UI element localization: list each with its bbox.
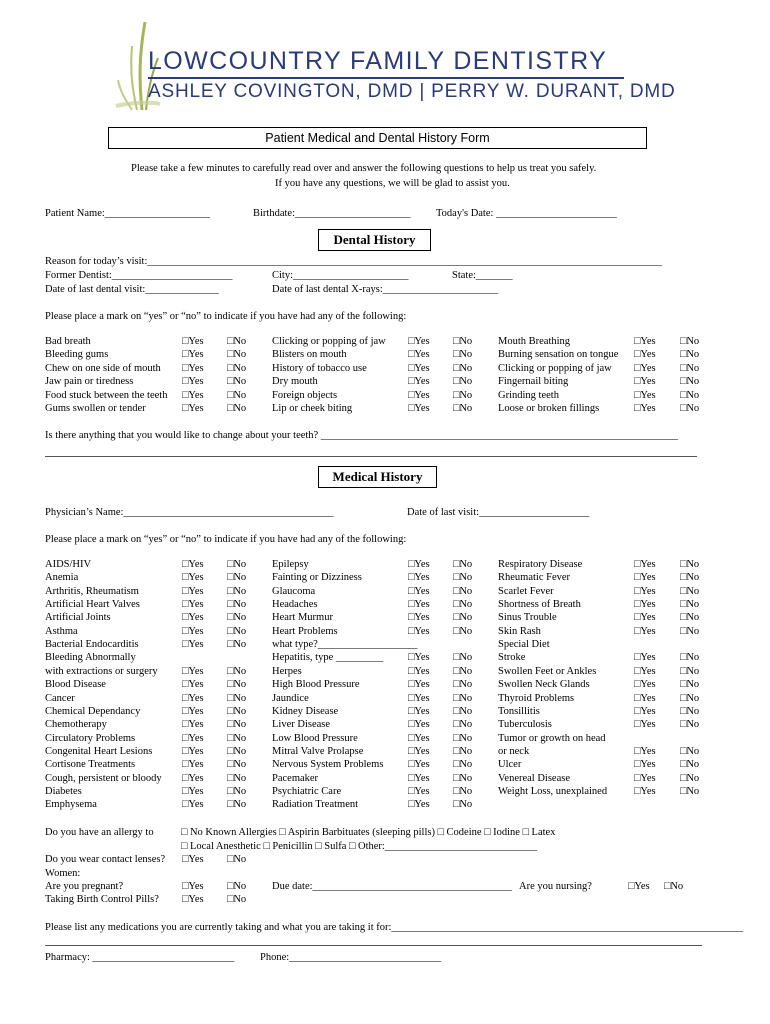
medical-no-checkbox[interactable]: □No [453,799,473,811]
medical-item-label: Diabetes [45,785,82,797]
medical-item-label: Cancer [45,692,75,704]
logo-divider [148,77,624,79]
medical-item-label: Circulatory Problems [45,732,136,744]
dental-item-label: Blisters on mouth [272,349,347,361]
dental-yes-checkbox[interactable]: □Yes [182,362,204,374]
medical-item-label: Sinus Trouble [498,612,557,624]
nursing-question: Are you nursing? [519,881,592,892]
medical-no-checkbox[interactable]: □No [453,599,473,611]
medical-yes-checkbox[interactable]: □Yes [182,692,204,704]
medical-item-label: Artificial Heart Valves [45,599,140,611]
dental-no-checkbox[interactable]: □No [227,376,247,388]
medical-item-label: Cough, persistent or bloody [45,772,162,784]
phone-field[interactable]: Phone:_____________________________ [260,952,442,963]
medical-no-checkbox[interactable]: □No [227,745,247,757]
dental-item-label: Grinding teeth [498,389,559,401]
medical-yes-checkbox[interactable]: □Yes [182,759,204,771]
dental-item-label: Burning sensation on tongue [498,349,619,361]
medical-yes-checkbox[interactable]: □Yes [182,585,204,597]
medical-no-checkbox[interactable]: □No [680,692,700,704]
dental-item-label: Jaw pain or tiredness [45,376,134,388]
medical-yes-checkbox[interactable]: □Yes [634,705,656,717]
dental-item-label: Bad breath [45,336,91,347]
medical-yes-checkbox[interactable]: □Yes [182,665,204,677]
dental-item-label: History of tobacco use [272,362,367,374]
medical-yes-checkbox[interactable]: □Yes [408,652,430,664]
contacts-question: Do you wear contact lenses? [45,854,166,865]
contacts-yes[interactable]: □Yes [182,854,204,865]
medical-item-label: Scarlet Fever [498,585,554,597]
dental-no-checkbox[interactable]: □No [227,362,247,374]
medical-no-checkbox[interactable]: □No [227,625,247,637]
medical-no-checkbox[interactable]: □No [453,652,473,664]
dental-item-label: Food stuck between the teeth [45,389,168,401]
medical-item-label: Bleeding Abnormally [45,652,136,664]
medical-item-label: Tumor or growth on head [498,732,606,744]
medical-yes-checkbox[interactable]: □Yes [182,799,204,811]
dental-no-checkbox[interactable]: □No [453,362,473,374]
medical-yes-checkbox[interactable]: □Yes [408,585,430,597]
nursing-yes[interactable]: □Yes [628,881,650,892]
dental-item-label: Chew on one side of mouth [45,362,161,374]
medical-no-checkbox[interactable]: □No [227,719,247,731]
dental-no-checkbox[interactable]: □No [227,349,247,361]
dental-item-label: Loose or broken fillings [498,403,600,414]
medical-yes-checkbox[interactable]: □Yes [408,679,430,691]
medical-item-label: Mitral Valve Prolapse [272,745,364,757]
medical-yes-checkbox[interactable]: □Yes [408,705,430,717]
medical-no-checkbox[interactable]: □No [680,772,700,784]
medical-yes-checkbox[interactable]: □Yes [182,625,204,637]
medical-no-checkbox[interactable]: □No [680,785,700,797]
medical-no-checkbox[interactable]: □No [680,599,700,611]
medical-item-label: Fainting or Dizziness [272,572,362,584]
medical-no-checkbox[interactable]: □No [680,559,700,570]
medical-no-checkbox[interactable]: □No [227,705,247,717]
medical-no-checkbox[interactable]: □No [227,732,247,744]
medical-yes-checkbox[interactable]: □Yes [634,692,656,704]
dental-item-label: Bleeding gums [45,349,109,361]
medical-item-label: Heart Problems [272,625,338,637]
state-field[interactable]: State:_______ [452,270,513,281]
medical-item-label: Anemia [45,572,79,584]
medical-item-label: Shortness of Breath [498,599,581,611]
dental-item-label: Clicking or popping of jaw [498,362,612,374]
medical-item-label: what type?___________________ [272,639,418,651]
intro-line-1: Please take a few minutes to carefully read over and answer the following questions to help us treat you safely. [131,163,597,174]
medical-yes-checkbox[interactable]: □Yes [634,572,656,584]
medical-yes-checkbox[interactable]: □Yes [182,559,204,570]
dental-item-label: Clicking or popping of jaw [272,336,386,347]
form-title: Patient Medical and Dental History Form [108,127,647,149]
allergy-options-1[interactable]: □ No Known Allergies □ Aspirin Barbituates (sleeping pills) □ Codeine □ Iodine □ Latex [181,827,556,838]
medical-no-checkbox[interactable]: □No [227,772,247,784]
medical-item-label: Special Diet [498,639,550,651]
change-teeth-question[interactable]: Is there anything that you would like to change about your teeth? ____________________________________________________________________ [45,430,678,441]
doctor-names: ASHLEY COVINGTON, DMD | PERRY W. DURANT, DMD [148,81,676,102]
medical-yes-checkbox[interactable]: □Yes [634,652,656,664]
medical-no-checkbox[interactable]: □No [680,625,700,637]
medical-yes-checkbox[interactable]: □Yes [408,785,430,797]
medical-no-checkbox[interactable]: □No [453,745,473,757]
medical-no-checkbox[interactable]: □No [227,759,247,771]
change-teeth-answer-line[interactable] [45,456,697,457]
dental-no-checkbox[interactable]: □No [453,336,473,347]
pregnant-yes[interactable]: □Yes [182,881,204,892]
medical-yes-checkbox[interactable]: □Yes [182,612,204,624]
physician-name-field[interactable]: Physician’s Name:________________________________________ [45,507,334,518]
medical-yes-checkbox[interactable]: □Yes [634,665,656,677]
medical-no-checkbox[interactable]: □No [227,639,247,651]
medical-no-checkbox[interactable]: □No [453,732,473,744]
medical-item-label: Skin Rash [498,625,541,637]
medical-yes-checkbox[interactable]: □Yes [408,559,430,570]
dental-yes-checkbox[interactable]: □Yes [408,389,430,401]
medical-item-label: Rheumatic Fever [498,572,571,584]
medical-item-label: Arthritis, Rheumatism [45,585,139,597]
medical-item-label: Respiratory Disease [498,559,583,570]
medical-item-label: Glaucoma [272,585,316,597]
medical-item-label: Ulcer [498,759,522,771]
medical-no-checkbox[interactable]: □No [680,759,700,771]
medical-item-label: Nervous System Problems [272,759,384,771]
medical-item-label: Chemical Dependancy [45,705,141,717]
medical-item-label: Heart Murmur [272,612,333,624]
medical-yes-checkbox[interactable]: □Yes [634,719,656,731]
pharmacy-field[interactable]: Pharmacy: ___________________________ [45,952,235,963]
medical-yes-checkbox[interactable]: □Yes [408,799,430,811]
medical-yes-checkbox[interactable]: □Yes [182,639,204,651]
medical-item-label: Emphysema [45,799,97,811]
allergy-question: Do you have an allergy to [45,827,154,838]
medical-yes-checkbox[interactable]: □Yes [634,759,656,771]
medical-item-label: Tonsillitis [498,705,540,717]
medical-item-label: Herpes [272,665,302,677]
medical-yes-checkbox[interactable]: □Yes [634,679,656,691]
medical-no-checkbox[interactable]: □No [453,559,473,570]
dental-yes-checkbox[interactable]: □Yes [182,349,204,361]
women-label: Women: [45,868,81,879]
dental-item-label: Gums swollen or tender [45,403,146,414]
medical-no-checkbox[interactable]: □No [227,785,247,797]
medical-no-checkbox[interactable]: □No [227,612,247,624]
medical-no-checkbox[interactable]: □No [227,572,247,584]
due-date-field[interactable]: Due date:______________________________________ [272,881,513,892]
medical-item-label: Chemotherapy [45,719,107,731]
medical-no-checkbox[interactable]: □No [680,585,700,597]
dental-yes-checkbox[interactable]: □Yes [634,336,656,347]
dental-no-checkbox[interactable]: □No [680,389,700,401]
dental-no-checkbox[interactable]: □No [227,403,247,414]
medical-item-label: Asthma [45,625,78,637]
medical-no-checkbox[interactable]: □No [453,612,473,624]
dental-no-checkbox[interactable]: □No [453,389,473,401]
medical-yes-checkbox[interactable]: □Yes [408,599,430,611]
medical-yes-checkbox[interactable]: □Yes [408,719,430,731]
dental-item-label: Dry mouth [272,376,318,388]
dental-yes-checkbox[interactable]: □Yes [634,349,656,361]
medical-no-checkbox[interactable]: □No [680,679,700,691]
medical-yes-checkbox[interactable]: □Yes [182,732,204,744]
medical-yes-checkbox[interactable]: □Yes [634,745,656,757]
medical-no-checkbox[interactable]: □No [227,679,247,691]
dental-history-header: Dental History [318,229,431,251]
medical-no-checkbox[interactable]: □No [453,759,473,771]
medical-no-checkbox[interactable]: □No [680,652,700,664]
medical-item-label: Weight Loss, unexplained [498,785,608,797]
medical-item-label: AIDS/HIV [45,559,92,570]
medical-yes-checkbox[interactable]: □Yes [408,759,430,771]
medical-no-checkbox[interactable]: □No [227,585,247,597]
dental-yes-checkbox[interactable]: □Yes [408,362,430,374]
medical-item-label: Swollen Neck Glands [498,679,590,691]
last-dental-visit-field[interactable]: Date of last dental visit:______________ [45,284,219,295]
medical-yes-checkbox[interactable]: □Yes [634,772,656,784]
medical-yes-checkbox[interactable]: □Yes [182,772,204,784]
medical-yes-checkbox[interactable]: □Yes [634,612,656,624]
reason-field[interactable]: Reason for today’s visit:__________________________________________________________________________________________________ [45,256,662,267]
dental-item-label: Fingernail biting [498,376,569,388]
medical-yes-checkbox[interactable]: □Yes [408,572,430,584]
dental-no-checkbox[interactable]: □No [453,403,473,414]
medical-instruction: Please place a mark on “yes” or “no” to indicate if you have had any of the following: [45,534,407,545]
medical-yes-checkbox[interactable]: □Yes [182,785,204,797]
medical-yes-checkbox[interactable]: □Yes [634,625,656,637]
medical-no-checkbox[interactable]: □No [227,559,247,570]
medical-yes-checkbox[interactable]: □Yes [408,772,430,784]
medical-yes-checkbox[interactable]: □Yes [182,599,204,611]
medical-no-checkbox[interactable]: □No [453,705,473,717]
birth-control-question: Taking Birth Control Pills? [45,894,159,905]
intro-line-2: If you have any questions, we will be glad to assist you. [275,178,510,189]
medical-no-checkbox[interactable]: □No [680,705,700,717]
medical-no-checkbox[interactable]: □No [453,665,473,677]
birthdate-field[interactable]: Birthdate:______________________ [253,208,411,219]
medical-item-label: with extractions or surgery [45,665,158,677]
last-xray-field[interactable]: Date of last dental X-rays:______________________ [272,284,499,295]
medical-item-label: Venereal Disease [498,772,571,784]
medical-item-label: Pacemaker [272,772,319,784]
medical-item-label: Low Blood Pressure [272,732,358,744]
pregnant-question: Are you pregnant? [45,881,124,892]
contacts-no[interactable]: □No [227,854,247,865]
medical-item-label: Hepatitis, type _________ [272,652,384,664]
pregnant-no[interactable]: □No [227,881,247,892]
dental-yes-checkbox[interactable]: □Yes [408,403,430,414]
medical-item-label: Thyroid Problems [498,692,575,704]
dental-no-checkbox[interactable]: □No [453,349,473,361]
dental-yes-checkbox[interactable]: □Yes [182,403,204,414]
medical-yes-checkbox[interactable]: □Yes [634,585,656,597]
dental-yes-checkbox[interactable]: □Yes [408,349,430,361]
dental-yes-checkbox[interactable]: □Yes [408,336,430,347]
birth-control-yes[interactable]: □Yes [182,894,204,905]
medical-no-checkbox[interactable]: □No [680,665,700,677]
medical-item-label: Artificial Joints [45,612,111,624]
medical-item-label: Stroke [498,652,526,664]
medical-item-label: Kidney Disease [272,705,339,717]
dental-yes-checkbox[interactable]: □Yes [634,362,656,374]
medical-no-checkbox[interactable]: □No [227,599,247,611]
medical-history-header: Medical History [318,466,437,488]
dental-no-checkbox[interactable]: □No [227,389,247,401]
dental-yes-checkbox[interactable]: □Yes [182,376,204,388]
medical-item-label: Psychiatric Care [272,785,342,797]
medical-no-checkbox[interactable]: □No [453,625,473,637]
former-dentist-field[interactable]: Former Dentist:_______________________ [45,270,233,281]
medical-yes-checkbox[interactable]: □Yes [182,719,204,731]
medical-item-label: Epilepsy [272,559,309,570]
medical-no-checkbox[interactable]: □No [680,572,700,584]
dental-yes-checkbox[interactable]: □Yes [634,403,656,414]
medical-yes-checkbox[interactable]: □Yes [408,665,430,677]
dental-no-checkbox[interactable]: □No [680,362,700,374]
medical-no-checkbox[interactable]: □No [680,745,700,757]
medical-yes-checkbox[interactable]: □Yes [408,692,430,704]
medical-yes-checkbox[interactable]: □Yes [408,745,430,757]
medical-item-label: Bacterial Endocarditis [45,639,139,651]
medical-item-label: Headaches [272,599,318,611]
medical-no-checkbox[interactable]: □No [680,719,700,731]
medical-yes-checkbox[interactable]: □Yes [182,705,204,717]
birth-control-no[interactable]: □No [227,894,247,905]
last-visit-field[interactable]: Date of last visit:_____________________ [407,507,590,518]
dental-no-checkbox[interactable]: □No [680,349,700,361]
medical-item-label: or neck [498,745,530,757]
medical-item-label: Radiation Treatment [272,799,359,811]
practice-name: LOWCOUNTRY FAMILY DENTISTRY [148,47,608,75]
medical-item-label: Cortisone Treatments [45,759,136,771]
medications-answer-line[interactable] [45,945,702,946]
medical-no-checkbox[interactable]: □No [453,785,473,797]
medical-yes-checkbox[interactable]: □Yes [408,625,430,637]
medical-yes-checkbox[interactable]: □Yes [182,679,204,691]
medical-no-checkbox[interactable]: □No [453,585,473,597]
medical-no-checkbox[interactable]: □No [453,572,473,584]
medical-item-label: Liver Disease [272,719,331,731]
medical-yes-checkbox[interactable]: □Yes [634,785,656,797]
dental-item-label: Foreign objects [272,389,338,401]
medical-no-checkbox[interactable]: □No [453,772,473,784]
dental-no-checkbox[interactable]: □No [680,403,700,414]
medical-item-label: Blood Disease [45,679,106,691]
medical-no-checkbox[interactable]: □No [453,719,473,731]
medical-yes-checkbox[interactable]: □Yes [182,745,204,757]
medical-yes-checkbox[interactable]: □Yes [408,612,430,624]
dental-no-checkbox[interactable]: □No [680,376,700,388]
dental-item-label: Mouth Breathing [498,336,571,347]
medical-no-checkbox[interactable]: □No [227,692,247,704]
nursing-no[interactable]: □No [664,881,684,892]
medical-item-label: High Blood Pressure [272,679,360,691]
dental-yes-checkbox[interactable]: □Yes [182,389,204,401]
medical-no-checkbox[interactable]: □No [227,665,247,677]
allergy-options-2[interactable]: □ Local Anesthetic □ Penicillin □ Sulfa □ Other:_____________________________ [181,841,538,852]
dental-yes-checkbox[interactable]: □Yes [634,389,656,401]
city-field[interactable]: City:______________________ [272,270,409,281]
dental-yes-checkbox[interactable]: □Yes [634,376,656,388]
medical-no-checkbox[interactable]: □No [227,799,247,811]
medical-yes-checkbox[interactable]: □Yes [182,572,204,584]
medical-item-label: Tuberculosis [498,719,552,731]
medical-no-checkbox[interactable]: □No [453,692,473,704]
dental-instruction: Please place a mark on “yes” or “no” to indicate if you have had any of the following: [45,311,407,322]
medical-item-label: Jaundice [272,692,309,704]
dental-no-checkbox[interactable]: □No [227,336,247,347]
medical-yes-checkbox[interactable]: □Yes [408,732,430,744]
medical-no-checkbox[interactable]: □No [453,679,473,691]
medical-no-checkbox[interactable]: □No [680,612,700,624]
medical-yes-checkbox[interactable]: □Yes [634,599,656,611]
medications-field[interactable]: Please list any medications you are currently taking and what you are taking it for:___________________________________________________________________ [45,922,744,933]
patient-name-field[interactable]: Patient Name:____________________ [45,208,210,219]
dental-yes-checkbox[interactable]: □Yes [182,336,204,347]
medical-item-label: Swollen Feet or Ankles [498,665,597,677]
dental-item-label: Lip or cheek biting [272,403,353,414]
todays-date-field[interactable]: Today's Date: _______________________ [436,208,617,219]
medical-yes-checkbox[interactable]: □Yes [634,559,656,570]
dental-no-checkbox[interactable]: □No [680,336,700,347]
dental-yes-checkbox[interactable]: □Yes [408,376,430,388]
dental-no-checkbox[interactable]: □No [453,376,473,388]
medical-item-label: Congenital Heart Lesions [45,745,153,757]
